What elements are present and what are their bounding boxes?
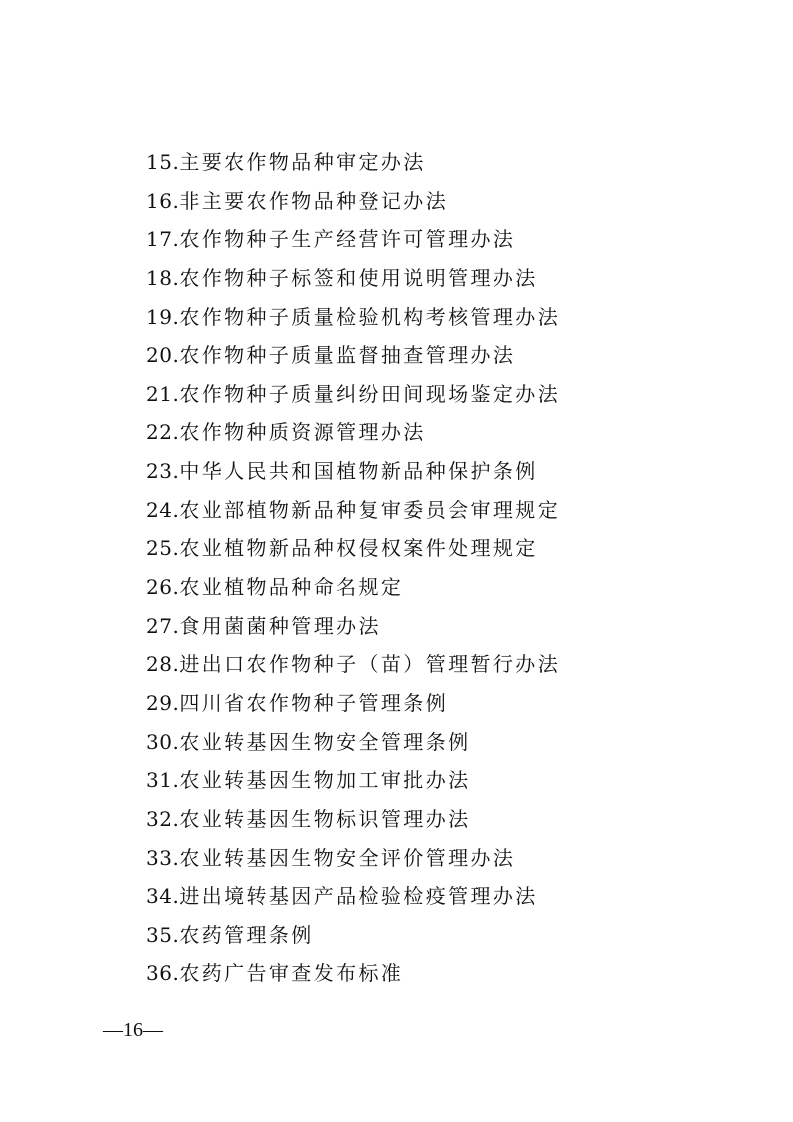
list-item (146, 645, 560, 684)
item-number: 21. (146, 381, 180, 406)
item-text: 进出境转基因产品检验检疫管理办法 (179, 884, 538, 909)
list-item (146, 182, 560, 221)
item-number: 30. (146, 729, 180, 754)
list-item (146, 336, 560, 375)
item-text: 农作物种子质量检验机构考核管理办法 (179, 304, 561, 329)
item-number: 15. (146, 150, 180, 174)
list-item (146, 916, 560, 955)
list-item (146, 607, 560, 646)
item-text: 非主要农作物品种登记办法 (179, 188, 449, 213)
item-text: 进出口农作物种子（苗）管理暂行办法 (179, 652, 561, 677)
item-number: 25. (146, 536, 180, 561)
list-item (146, 375, 560, 414)
list-item (146, 954, 560, 993)
item-text: 农作物种子生产经营许可管理办法 (179, 227, 516, 252)
item-text: 农业部植物新品种复审委员会审理规定 (179, 497, 561, 522)
item-number: 31. (146, 768, 180, 793)
list-item (146, 298, 560, 337)
item-text: 农药广告审查发布标准 (179, 961, 404, 986)
list-item (146, 568, 560, 607)
item-number: 16. (146, 188, 180, 213)
item-text: 农业转基因生物安全管理条例 (179, 729, 471, 754)
list-item (146, 723, 560, 762)
item-text: 农业转基因生物安全评价管理办法 (179, 845, 516, 870)
list-item (146, 839, 560, 878)
list-item (146, 259, 560, 298)
item-text: 农药管理条例 (179, 922, 314, 947)
item-text: 农作物种子质量监督抽查管理办法 (179, 343, 516, 368)
item-number: 19. (146, 304, 180, 329)
item-text: 农作物种子标签和使用说明管理办法 (179, 265, 538, 290)
item-number: 33. (146, 845, 180, 870)
list-item (146, 761, 560, 800)
item-text: 农业转基因生物加工审批办法 (179, 768, 471, 793)
item-text: 农业植物品种命名规定 (179, 575, 404, 600)
list-item (146, 800, 560, 839)
item-number: 20. (146, 343, 180, 368)
item-text: 食用菌菌种管理办法 (179, 613, 381, 638)
list-item (146, 491, 560, 530)
item-number: 29. (146, 690, 180, 715)
item-number: 17. (146, 227, 180, 252)
item-number: 26. (146, 575, 180, 600)
item-number: 24. (146, 497, 180, 522)
item-number: 36. (146, 961, 180, 986)
item-number: 23. (146, 459, 180, 484)
list-item (146, 452, 560, 491)
item-text: 农业转基因生物标识管理办法 (179, 806, 471, 831)
list-item (146, 684, 560, 723)
list-item (146, 143, 560, 182)
item-number: 28. (146, 652, 180, 677)
item-number: 32. (146, 806, 180, 831)
item-text: 中华人民共和国植物新品种保护条例 (179, 459, 538, 484)
list-item (146, 220, 560, 259)
page-number: —16— (103, 1019, 163, 1041)
item-number: 35. (146, 922, 180, 947)
item-number: 34. (146, 884, 180, 909)
item-number: 27. (146, 613, 180, 638)
list-item (146, 529, 560, 568)
item-text: 农作物种质资源管理办法 (179, 420, 426, 445)
item-text: 四川省农作物种子管理条例 (179, 690, 449, 715)
item-text: 主要农作物品种审定办法 (179, 150, 426, 174)
list-item (146, 413, 560, 452)
list-item (146, 877, 560, 916)
item-number: 18. (146, 265, 180, 290)
item-text: 农业植物新品种权侵权案件处理规定 (179, 536, 538, 561)
item-text: 农作物种子质量纠纷田间现场鉴定办法 (179, 381, 561, 406)
regulation-list (146, 143, 560, 993)
item-number: 22. (146, 420, 180, 445)
